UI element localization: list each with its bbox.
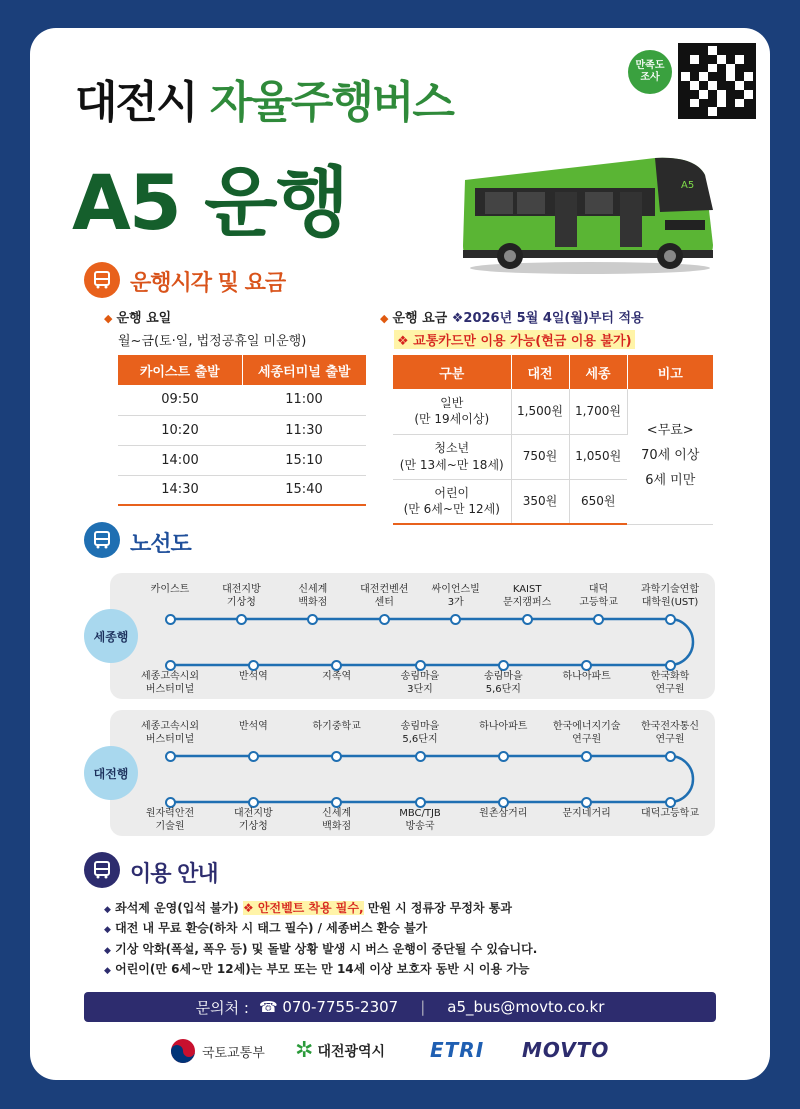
survey-badge[interactable]: 만족도 조사 [628, 50, 672, 94]
phone-link[interactable]: ☎ 070-7755-2307 [258, 998, 399, 1016]
stop-label: 송림마을 5,6단지 [484, 671, 523, 695]
section-title-schedule: 운행시각 및 요금 [130, 271, 286, 296]
table-row: 일반 (만 19세이상) 1,500원 1,700원 <무료> 70세 이상 6세 미만 [393, 389, 713, 434]
stop-label: 송림마을 5,6단지 [400, 721, 440, 745]
daejeon-logo: ✲ 대전광역시 [295, 1038, 386, 1063]
stop-marker [331, 751, 342, 762]
list-item: ◆ 기상 악화(폭설, 폭우 등) 및 돌발 상황 발생 시 버스 운행이 중단될 수 있습니다. [104, 941, 538, 956]
table-row: 10:20 11:30 [118, 415, 366, 445]
bus-illustration [455, 150, 720, 275]
stop-marker [248, 751, 259, 762]
stop-marker [581, 751, 592, 762]
table-row: 청소년 (만 13세~만 18세) 750원 1,050원 [393, 434, 713, 479]
stop-marker [665, 797, 676, 808]
bus-route-icon [84, 522, 120, 558]
stop-label: 신세계 백화점 [322, 808, 352, 832]
email-link[interactable]: a5_bus@movto.co.kr [447, 998, 605, 1016]
stop-marker [665, 660, 676, 671]
stop-marker [415, 751, 426, 762]
fare-label: ◆ 운행 요금 ❖2026년 5월 4일(월)부터 적용 [380, 311, 644, 326]
stop-marker [581, 660, 592, 671]
stop-marker [498, 751, 509, 762]
stop-marker [415, 797, 426, 808]
list-item: ◆ 좌석제 운영(입석 불가) ❖ 안전벨트 착용 필수, 만원 시 정류장 무정차 통과 [104, 901, 512, 915]
stop-marker [522, 614, 533, 625]
route-sejong [110, 573, 715, 699]
stop-label: 반석역 [238, 671, 268, 682]
stop-marker [248, 660, 259, 671]
stop-label: KAIST 문지캠퍼스 [502, 584, 552, 608]
stop-label: 문지네거리 [562, 808, 611, 819]
title-line1: 대전시 자율주행버스 [75, 77, 453, 128]
stop-marker [450, 614, 461, 625]
table-row: 14:30 15:40 [118, 475, 366, 505]
days-label: ◆ 운행 요일 [104, 311, 172, 326]
fare-note: ❖ 교통카드만 이용 가능(현금 이용 불가) [394, 330, 635, 349]
stop-marker [593, 614, 604, 625]
stop-marker [379, 614, 390, 625]
list-item: ◆ 어린이(만 6세~만 12세)는 부모 또는 만 14세 이상 보호자 동반 시 이용 가능 [104, 962, 530, 977]
stop-label: 대덕 고등학교 [579, 584, 618, 608]
svg-text:A5: A5 [681, 180, 695, 191]
section-title-route: 노선도 [130, 532, 191, 557]
movto-logo: MOVTO [522, 1038, 610, 1062]
fare-table: 구분 대전 세종 비고 일반 (만 19세이상) 1,500원 1,700원 <무료> 70세 이상 6세 미만 청소년 (만 13세~만 18세) 750원 1,050원 어린이 (만 6세~만 12세) 350원 650원 [393, 355, 713, 525]
stop-label: MBC/TJB 방송국 [399, 808, 441, 832]
stop-marker [665, 751, 676, 762]
stop-marker [165, 660, 176, 671]
stop-marker [665, 614, 676, 625]
stop-marker [331, 797, 342, 808]
stop-marker [165, 751, 176, 762]
stop-label: 카이스트 [150, 584, 190, 595]
timetable: 카이스트 출발 세종터미널 출발 09:50 11:00 10:20 11:30 14:00 15:10 14:30 15:40 [118, 355, 366, 506]
stop-label: 대전지방 기상청 [222, 584, 261, 608]
stop-marker [236, 614, 247, 625]
bus-icon [84, 262, 120, 298]
stop-label: 대덕고등학교 [641, 808, 699, 819]
stop-label: 대전지방 기상청 [234, 808, 273, 832]
etri-logo: ETRI [430, 1038, 485, 1062]
direction-daejeon: 대전행 [84, 746, 138, 800]
stop-marker [165, 797, 176, 808]
stop-label: 신세계 백화점 [298, 584, 328, 608]
stop-marker [498, 660, 509, 671]
stop-label: 세종고속시외 버스터미널 [141, 721, 199, 745]
stop-label: 하나아파트 [562, 671, 611, 682]
stop-label: 세종고속시외 버스터미널 [141, 671, 199, 695]
contact-bar: 문의처 : ☎ 070-7755-2307 | a5_bus@movto.co.kr [84, 992, 716, 1022]
stop-marker [498, 797, 509, 808]
taegeuk-icon [170, 1038, 196, 1064]
stop-label: 한국화학 연구원 [650, 671, 690, 695]
stop-marker [581, 797, 592, 808]
molit-logo: 국토교통부 [170, 1038, 265, 1064]
stop-label: 원촌삼거리 [479, 808, 528, 819]
section-title-guide: 이용 안내 [130, 862, 218, 887]
stop-label: 하나아파트 [479, 721, 528, 732]
table-row: 09:50 11:00 [118, 385, 366, 415]
table-row: 어린이 (만 6세~만 12세) 350원 650원 [393, 479, 713, 524]
qr-code-icon[interactable] [678, 43, 756, 119]
table-row: 14:00 15:10 [118, 445, 366, 475]
stop-marker [307, 614, 318, 625]
stop-marker [165, 614, 176, 625]
list-item: ◆ 대전 내 무료 환승(하차 시 태그 필수) / 세종버스 환승 불가 [104, 921, 428, 936]
stop-marker [331, 660, 342, 671]
stop-label: 원자력안전 기술원 [145, 808, 195, 832]
leaf-icon: ✲ [295, 1038, 314, 1063]
route-daejeon [110, 710, 715, 836]
stop-label: 대전컨벤션 센터 [360, 584, 409, 608]
guide-list [104, 898, 537, 980]
stop-label: 하기중학교 [312, 721, 361, 732]
stop-label: 한국전자통신 연구원 [641, 721, 699, 745]
title-line2: A5 운행 [72, 158, 347, 247]
direction-sejong: 세종행 [84, 609, 138, 663]
stop-label: 송림마을 3단지 [400, 671, 440, 695]
stop-marker [415, 660, 426, 671]
stop-marker [248, 797, 259, 808]
stop-label: 과학기술연합 대학원(UST) [641, 584, 699, 608]
stop-label: 반석역 [238, 721, 268, 732]
stop-label: 지족역 [322, 671, 352, 682]
stop-label: 싸이언스빌 3가 [431, 584, 480, 608]
stop-label: 한국에너지기술 연구원 [552, 721, 621, 745]
info-bus-icon [84, 852, 120, 888]
days-value: 월~금(토·일, 법정공휴일 미운행) [118, 334, 307, 349]
